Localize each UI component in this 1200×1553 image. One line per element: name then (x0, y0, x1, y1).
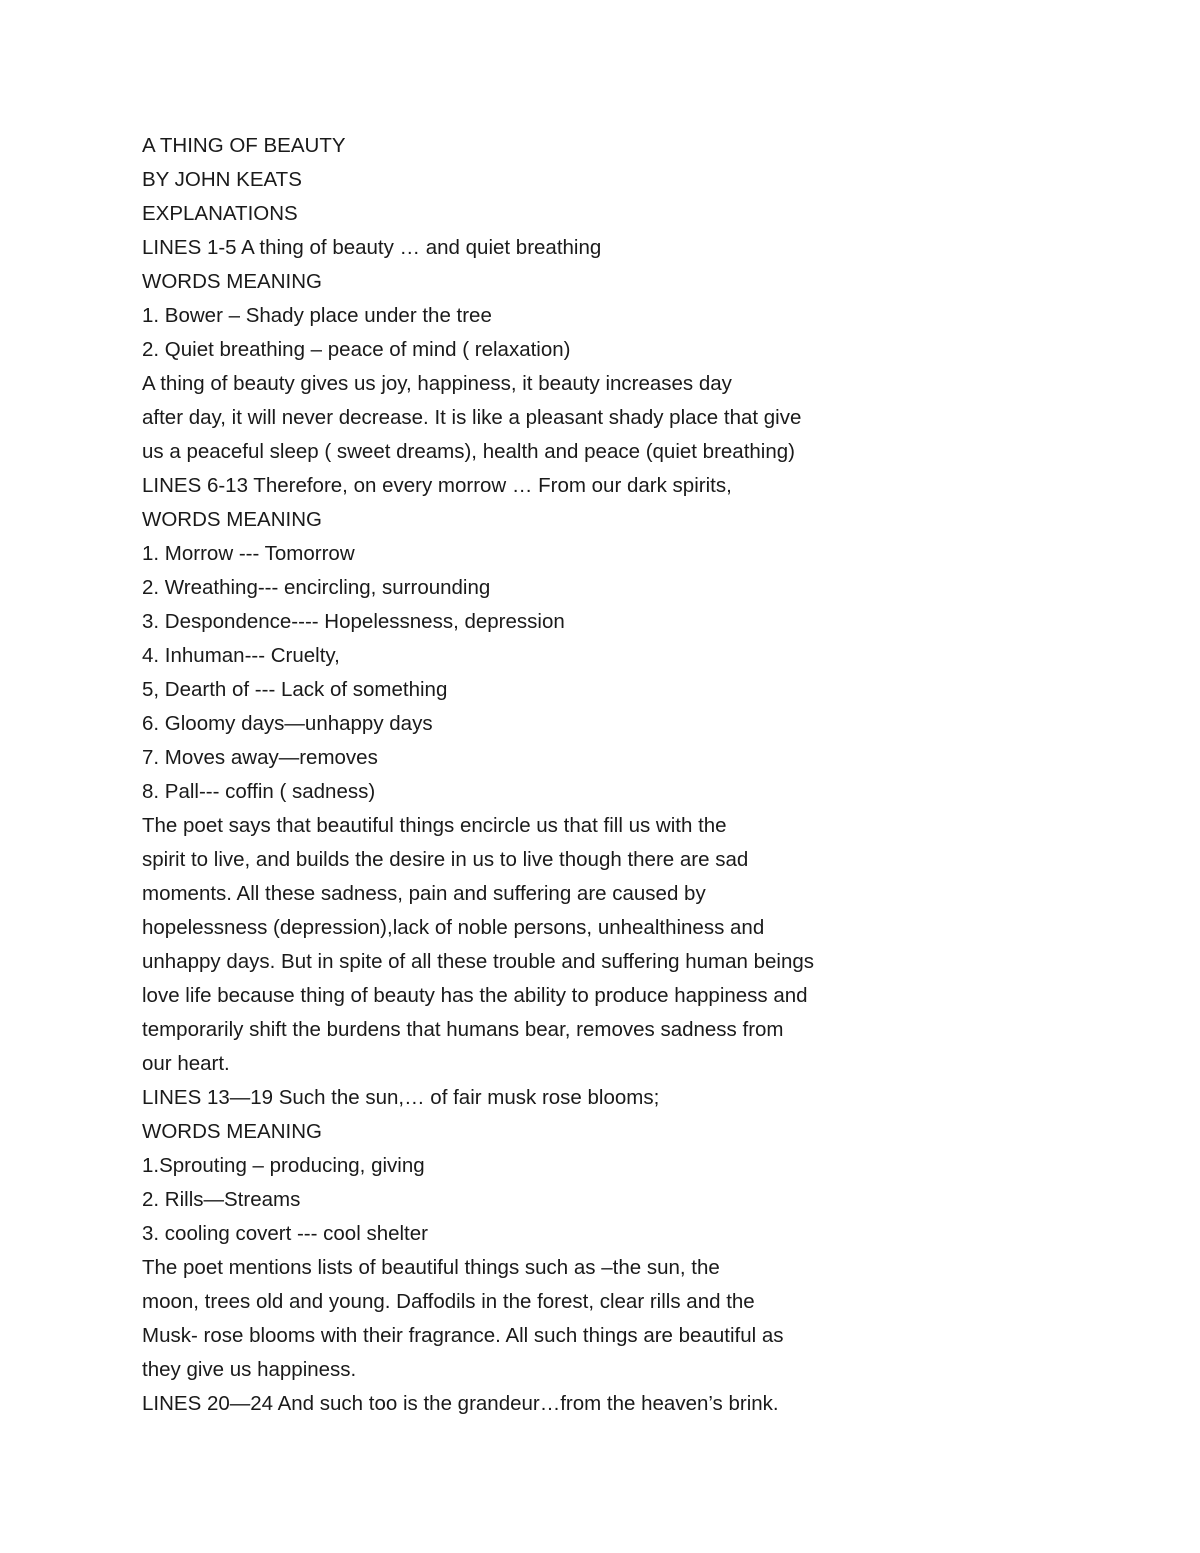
paragraph-line: moon, trees old and young. Daffodils in the forest, clear rills and the (142, 1290, 755, 1313)
paragraph-line: The poet says that beautiful things encircle us that fill us with the (142, 814, 727, 837)
document-title: A THING OF BEAUTY (142, 134, 346, 157)
word-meaning-item: 2. Rills—Streams (142, 1188, 301, 1211)
document-author: BY JOHN KEATS (142, 168, 302, 191)
word-meaning-item: 2. Wreathing--- encircling, surrounding (142, 576, 491, 599)
paragraph-line: moments. All these sadness, pain and suffering are caused by (142, 882, 706, 905)
lines-heading: LINES 20—24 And such too is the grandeur…from the heaven’s brink. (142, 1392, 779, 1415)
word-meaning-item: 3. cooling covert --- cool shelter (142, 1222, 428, 1245)
paragraph-line: after day, it will never decrease. It is like a pleasant shady place that give (142, 406, 802, 429)
word-meaning-item: 5, Dearth of --- Lack of something (142, 678, 448, 701)
word-meaning-item: 6. Gloomy days—unhappy days (142, 712, 433, 735)
words-meaning-heading: WORDS MEANING (142, 1120, 322, 1143)
words-meaning-heading: WORDS MEANING (142, 270, 322, 293)
word-meaning-item: 4. Inhuman--- Cruelty, (142, 644, 340, 667)
word-meaning-item: 1.Sprouting – producing, giving (142, 1154, 425, 1177)
paragraph-line: hopelessness (depression),lack of noble persons, unhealthiness and (142, 916, 765, 939)
paragraph-line: A thing of beauty gives us joy, happiness, it beauty increases day (142, 372, 732, 395)
paragraph-line: they give us happiness. (142, 1358, 357, 1381)
paragraph-line: us a peaceful sleep ( sweet dreams), health and peace (quiet breathing) (142, 440, 795, 463)
paragraph-line: temporarily shift the burdens that humans bear, removes sadness from (142, 1018, 784, 1041)
word-meaning-item: 1. Bower – Shady place under the tree (142, 304, 492, 327)
word-meaning-item: 8. Pall--- coffin ( sadness) (142, 780, 376, 803)
word-meaning-item: 7. Moves away—removes (142, 746, 378, 769)
words-meaning-heading: WORDS MEANING (142, 508, 322, 531)
paragraph-line: Musk- rose blooms with their fragrance. All such things are beautiful as (142, 1324, 784, 1347)
word-meaning-item: 3. Despondence---- Hopelessness, depression (142, 610, 565, 633)
paragraph-line: The poet mentions lists of beautiful things such as –the sun, the (142, 1256, 720, 1279)
word-meaning-item: 2. Quiet breathing – peace of mind ( relaxation) (142, 338, 571, 361)
section-heading: EXPLANATIONS (142, 202, 298, 225)
word-meaning-item: 1. Morrow --- Tomorrow (142, 542, 355, 565)
lines-heading: LINES 13—19 Such the sun,… of fair musk rose blooms; (142, 1086, 660, 1109)
paragraph-line: love life because thing of beauty has the ability to produce happiness and (142, 984, 808, 1007)
lines-heading: LINES 6-13 Therefore, on every morrow … From our dark spirits, (142, 474, 732, 497)
paragraph-line: our heart. (142, 1052, 230, 1075)
paragraph-line: unhappy days. But in spite of all these trouble and suffering human beings (142, 950, 815, 973)
document-body (142, 129, 1102, 1421)
paragraph-line: spirit to live, and builds the desire in us to live though there are sad (142, 848, 749, 871)
lines-heading: LINES 1-5 A thing of beauty … and quiet breathing (142, 236, 602, 259)
